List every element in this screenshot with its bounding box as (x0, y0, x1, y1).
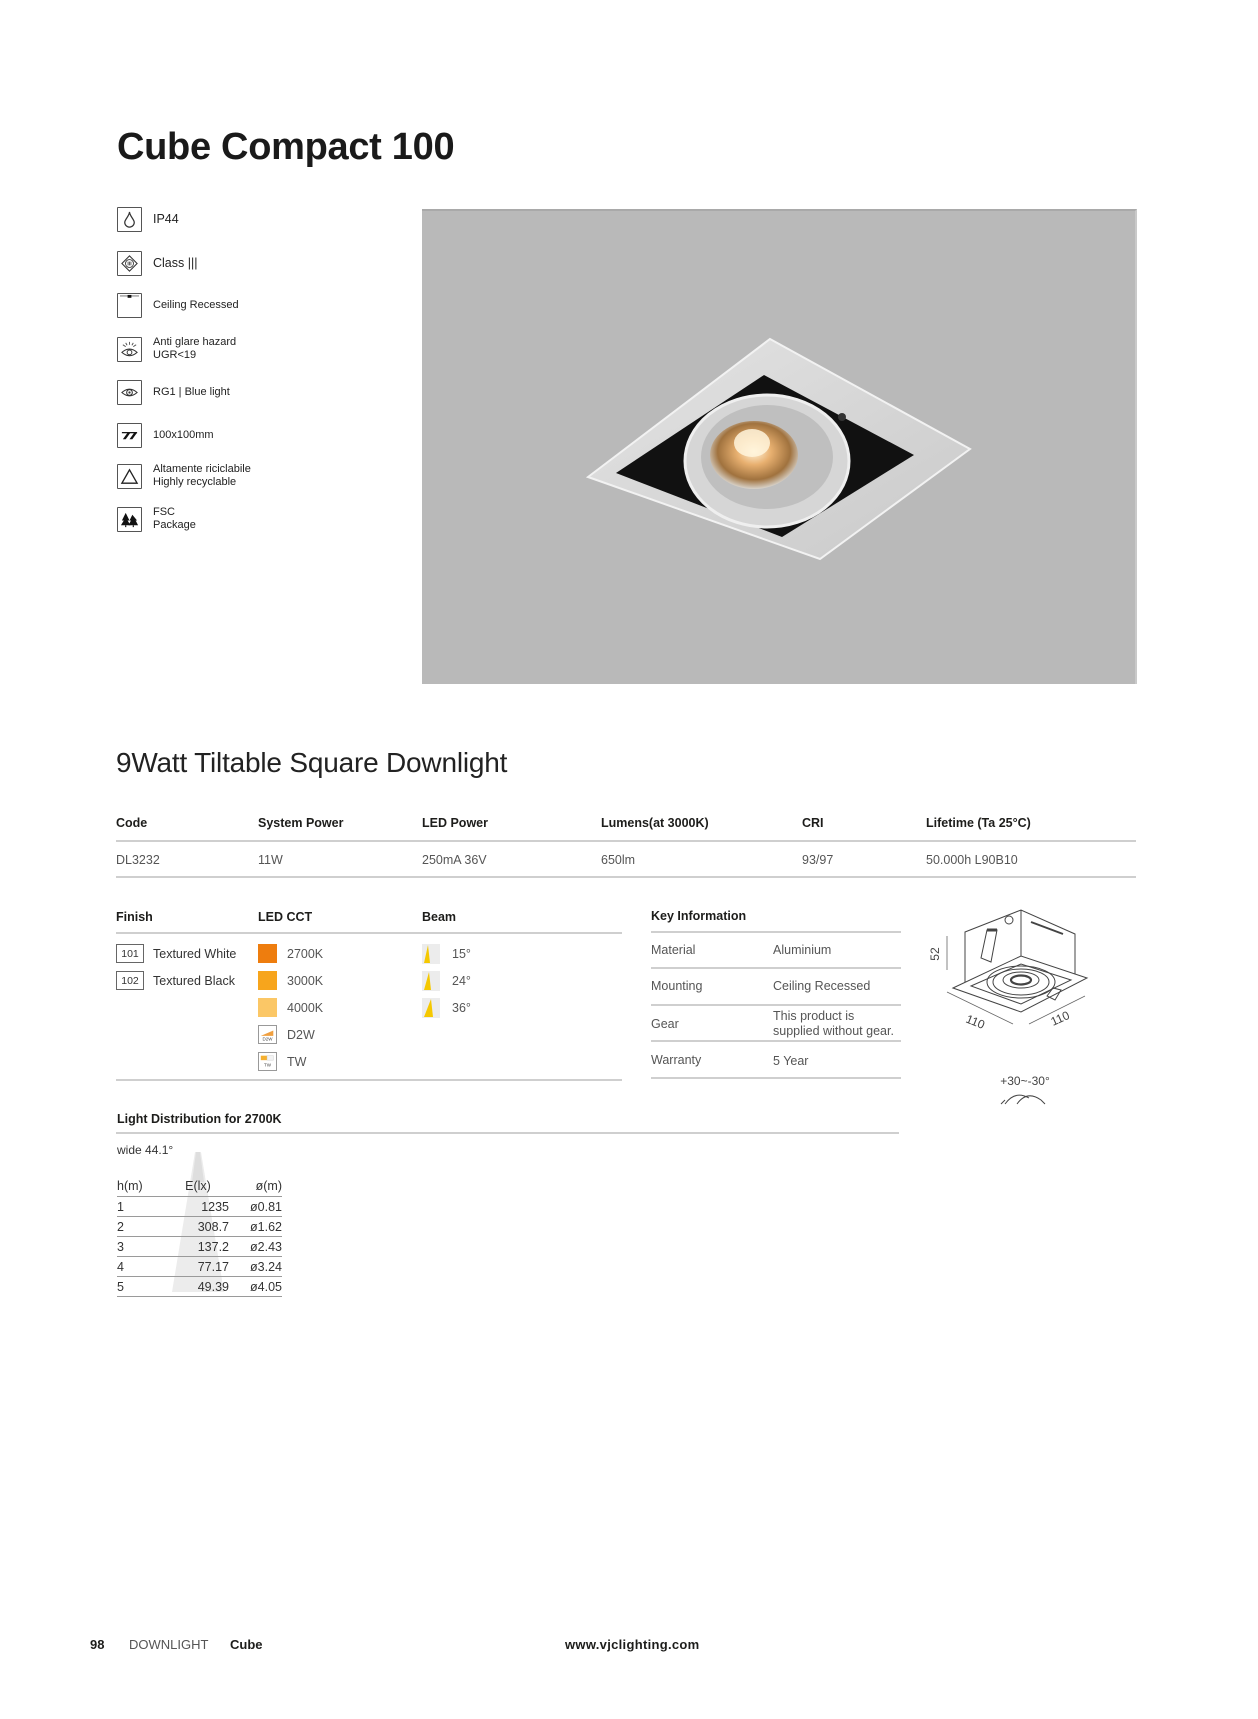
footer-category: DOWNLIGHT (129, 1637, 209, 1652)
cct-option (258, 971, 323, 990)
website-link[interactable]: www.vjclighting.com (565, 1637, 700, 1652)
feature-sublabel: Highly recyclable (153, 476, 237, 488)
beam-width-label: wide 44.1° (117, 1143, 174, 1157)
spec-header-lifetime: Lifetime (Ta 25°C) (926, 816, 1031, 830)
table-row: 5 49.39 ø4.05 (117, 1276, 282, 1296)
key-info-label: Warranty (651, 1053, 702, 1067)
svg-text:52: 52 (928, 947, 942, 961)
page-number: 98 (90, 1637, 105, 1652)
beam-label: 24° (452, 974, 471, 988)
beam-label: 36° (452, 1001, 471, 1015)
dim-to-warm-icon (258, 1025, 277, 1044)
footer-family: Cube (230, 1637, 263, 1652)
cct-option (258, 998, 323, 1017)
feature-label: Altamente riciclabile (153, 463, 251, 475)
feature-ceiling-recessed: Ceiling Recessed (117, 293, 239, 318)
table-row: 3 137.2 ø2.43 (117, 1236, 282, 1256)
cct-swatch (258, 971, 277, 990)
key-information (651, 909, 901, 1089)
feature-anti-glare (117, 336, 236, 362)
spec-cri: 93/97 (802, 853, 834, 867)
cct-label: 2700K (287, 946, 324, 961)
spec-header-lumens: Lumens(at 3000K) (601, 816, 709, 830)
dimension-drawing (925, 900, 1105, 1030)
svg-text:D2W: D2W (262, 1036, 273, 1042)
cct-option (258, 1025, 315, 1044)
tilt-range (980, 1074, 1070, 1111)
feature-class-3: Class ||| (117, 251, 197, 276)
spec-code: DL3232 (116, 853, 160, 867)
product-title: Cube Compact 100 (117, 126, 455, 168)
key-info-label: Gear (651, 1017, 679, 1031)
key-info-label: Material (651, 943, 696, 957)
key-info-value: Ceiling Recessed (773, 979, 871, 993)
divider (651, 967, 901, 969)
cct-label: 3000K (287, 973, 324, 988)
divider (651, 1040, 901, 1042)
spec-header-cri: CRI (802, 816, 824, 830)
divider (116, 1079, 622, 1081)
key-info-header: Key Information (651, 909, 747, 923)
divider (651, 1077, 901, 1079)
key-info-label: Mounting (651, 979, 703, 993)
finish-header: Finish (116, 910, 153, 924)
recycle-icon (117, 464, 142, 489)
table-row: 4 77.17 ø3.24 (117, 1256, 282, 1276)
cct-label: 4000K (287, 1000, 324, 1015)
class-three-icon (117, 251, 142, 276)
divider (116, 932, 622, 934)
beam-angle-icon (422, 998, 440, 1018)
tunable-white-icon (258, 1052, 277, 1071)
spec-header-code: Code (116, 816, 148, 830)
svg-text:110: 110 (1048, 1008, 1072, 1029)
finish-option (116, 944, 236, 963)
cct-label: TW (287, 1054, 307, 1069)
feature-label: Anti glare hazard (153, 336, 237, 348)
led-cct-header: LED CCT (258, 910, 313, 924)
eye-icon (117, 380, 142, 405)
spec-header-led-power: LED Power (422, 816, 488, 830)
divider (116, 840, 1136, 842)
feature-ip44: IP44 (117, 207, 179, 232)
feature-sublabel: UGR<19 (153, 349, 197, 361)
spec-led-power: 250mA 36V (422, 853, 487, 867)
water-drop-icon (117, 207, 142, 232)
tilt-arc-icon (995, 1088, 1055, 1106)
key-info-value: This product is supplied without gear. (773, 1009, 894, 1038)
feature-label: FSC (153, 506, 175, 518)
key-info-value: Aluminium (773, 943, 832, 957)
tilt-label: +30~-30° (1000, 1074, 1050, 1088)
light-distribution-table (117, 1176, 282, 1297)
feature-fsc (117, 506, 196, 532)
feature-rg1: RG1 | Blue light (117, 380, 230, 405)
table-row: 1 1235 ø0.81 (117, 1196, 282, 1216)
beam-header: Beam (422, 910, 457, 924)
divider (651, 931, 901, 933)
light-distribution-header: Light Distribution for 2700K (117, 1112, 282, 1126)
beam-label: 15° (452, 947, 471, 961)
divider (651, 1004, 901, 1006)
finish-label: Textured Black (153, 973, 235, 988)
beam-option (422, 944, 471, 964)
finish-option (116, 971, 235, 990)
cct-swatch (258, 998, 277, 1017)
key-info-value: 5 Year (773, 1054, 809, 1068)
finish-label: Textured White (153, 946, 237, 961)
spec-system-power: 11W (258, 853, 283, 867)
spec-lumens: 650lm (601, 853, 636, 867)
cct-label: D2W (287, 1027, 315, 1042)
finish-code: 102 (116, 971, 144, 990)
fsc-trees-icon (117, 507, 142, 532)
beam-option (422, 998, 471, 1018)
cutout-size-icon (117, 423, 142, 448)
spec-header-system-power: System Power (258, 816, 344, 830)
isometric-box-drawing (925, 900, 1105, 1030)
feature-cutout: 100x100mm (117, 423, 214, 448)
beam-option (422, 971, 471, 991)
product-subtitle: 9Watt Tiltable Square Downlight (116, 747, 508, 778)
beam-angle-icon (422, 971, 440, 991)
feature-sublabel: Package (153, 519, 196, 531)
options-block (116, 910, 626, 1090)
anti-glare-icon (117, 337, 142, 362)
spec-lifetime: 50.000h L90B10 (926, 853, 1018, 867)
ceiling-recessed-icon (117, 293, 142, 318)
cct-swatch (258, 944, 277, 963)
table-row: 2 308.7 ø1.62 (117, 1216, 282, 1236)
downlight-photo-illustration (422, 211, 1137, 684)
divider (116, 876, 1136, 878)
svg-text:TW: TW (264, 1062, 271, 1068)
divider (116, 1132, 899, 1134)
svg-text:110: 110 (963, 1011, 987, 1030)
feature-recyclable (117, 463, 251, 489)
finish-code: 101 (116, 944, 144, 963)
cct-option (258, 944, 323, 963)
cct-option (258, 1052, 306, 1071)
product-photo (422, 209, 1137, 684)
beam-angle-icon (422, 944, 440, 964)
table-header-row: h(m) E(lx) ø(m) (117, 1176, 282, 1196)
